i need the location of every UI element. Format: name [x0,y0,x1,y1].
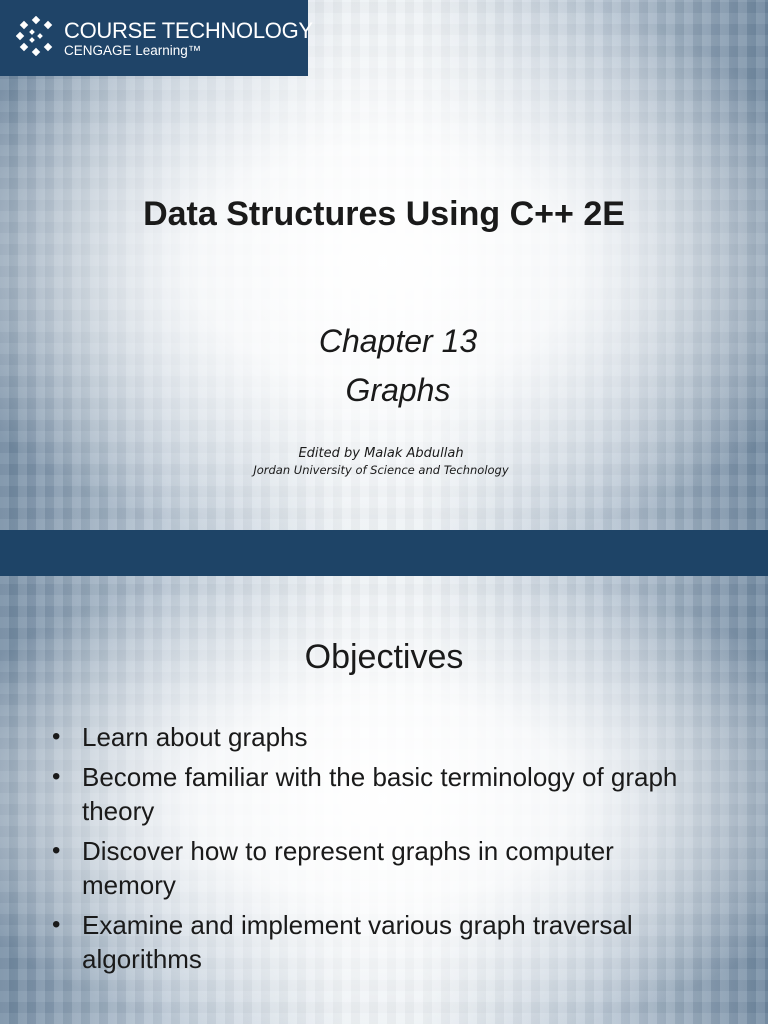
logo-brand-text: COURSE TECHNOLOGY [64,18,313,43]
logo-sub-text: CENGAGE Learning™ [64,43,202,58]
list-item [0,720,768,754]
objectives-slide [0,576,768,1024]
bullet-icon: • [52,911,61,938]
list-item [0,760,768,828]
publisher-logo [0,0,313,76]
cengage-logo-mark-icon [16,16,56,56]
objective-text: Discover how to represent graphs in computer memory [82,836,614,900]
bullet-icon: • [52,723,61,750]
bullet-icon: • [52,763,61,790]
chapter-number: Chapter 13 [318,323,478,359]
list-item [0,834,768,902]
objectives-heading: Objectives [304,638,464,676]
slide-separator [0,530,768,576]
book-title: Data Structures Using C++ 2E [143,195,625,233]
list-item [0,908,768,976]
objectives-list [0,720,768,976]
objective-text: Examine and implement various graph traversal algorithms [82,910,633,974]
bullet-icon: • [52,837,61,864]
objective-text: Become familiar with the basic terminology of graph theory [82,762,678,826]
objective-text: Learn about graphs [82,722,308,752]
chapter-subject: Graphs [345,372,451,408]
editor-credit: Edited by Malak Abdullah [298,446,464,461]
editor-affiliation: Jordan University of Science and Technology [253,463,509,477]
